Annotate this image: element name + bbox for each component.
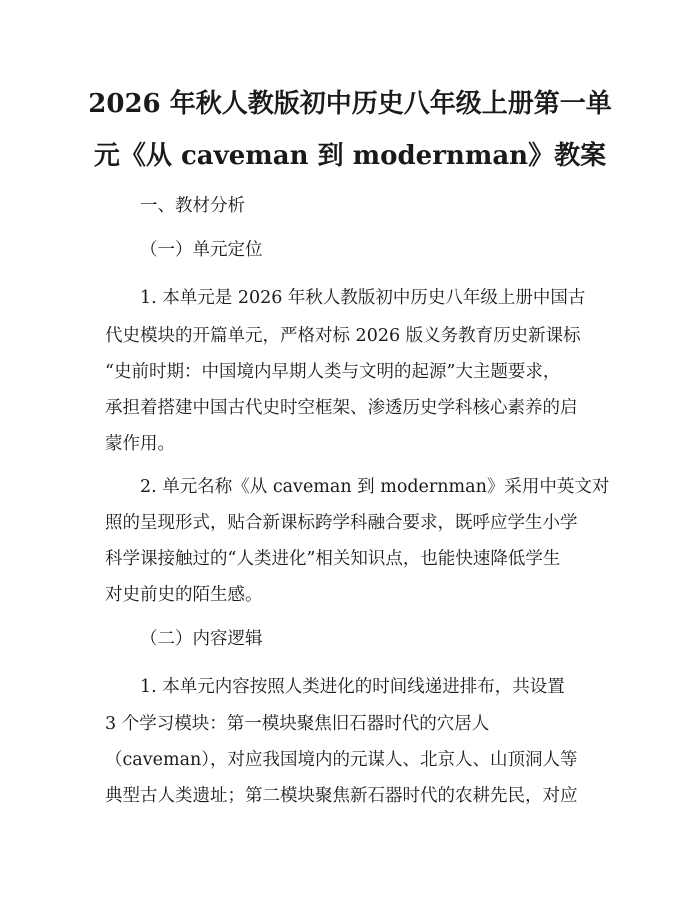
subsection-heading-content-logic: （二）内容逻辑	[140, 629, 263, 649]
paragraph-line: 对史前史的陌生感。	[105, 585, 263, 605]
paragraph-line: 1. 本单元是 2026 年秋人教版初中历史八年级上册中国古	[140, 288, 586, 308]
paragraph-line: 2. 单元名称《从 caveman 到 modernman》采用中英文对	[140, 477, 610, 497]
subsection-heading-unit-positioning: （一）单元定位	[140, 240, 263, 260]
paragraph-line: 照的呈现形式，贴合新课标跨学科融合要求，既呼应学生小学	[105, 513, 578, 533]
paragraph-line: （caveman），对应我国境内的元谋人、北京人、山顶洞人等	[105, 750, 578, 770]
paragraph-line: 典型古人类遗址；第二模块聚焦新石器时代的农耕先民，对应	[105, 786, 578, 806]
paragraph-line: 1. 本单元内容按照人类进化的时间线递进排布，共设置	[140, 677, 565, 697]
paragraph-line: 承担着搭建中国古代史时空框架、渗透历史学科核心素养的启	[105, 398, 578, 418]
paragraph-line: “史前时期：中国境内早期人类与文明的起源”大主题要求，	[105, 362, 561, 382]
section-heading-textbook-analysis: 一、教材分析	[140, 196, 245, 216]
document-title-line-1: 2026 年秋人教版初中历史八年级上册第一单	[88, 89, 612, 119]
document-title-line-2: 元《从 caveman 到 modernman》教案	[93, 141, 607, 171]
paragraph-line: 代史模块的开篇单元，严格对标 2026 版义务教育历史新课标	[105, 326, 581, 346]
paragraph-line: 蒙作用。	[105, 434, 175, 454]
paragraph-line: 3 个学习模块：第一模块聚焦旧石器时代的穴居人	[105, 714, 490, 734]
paragraph-line: 科学课接触过的“人类进化”相关知识点，也能快速降低学生	[105, 549, 561, 569]
